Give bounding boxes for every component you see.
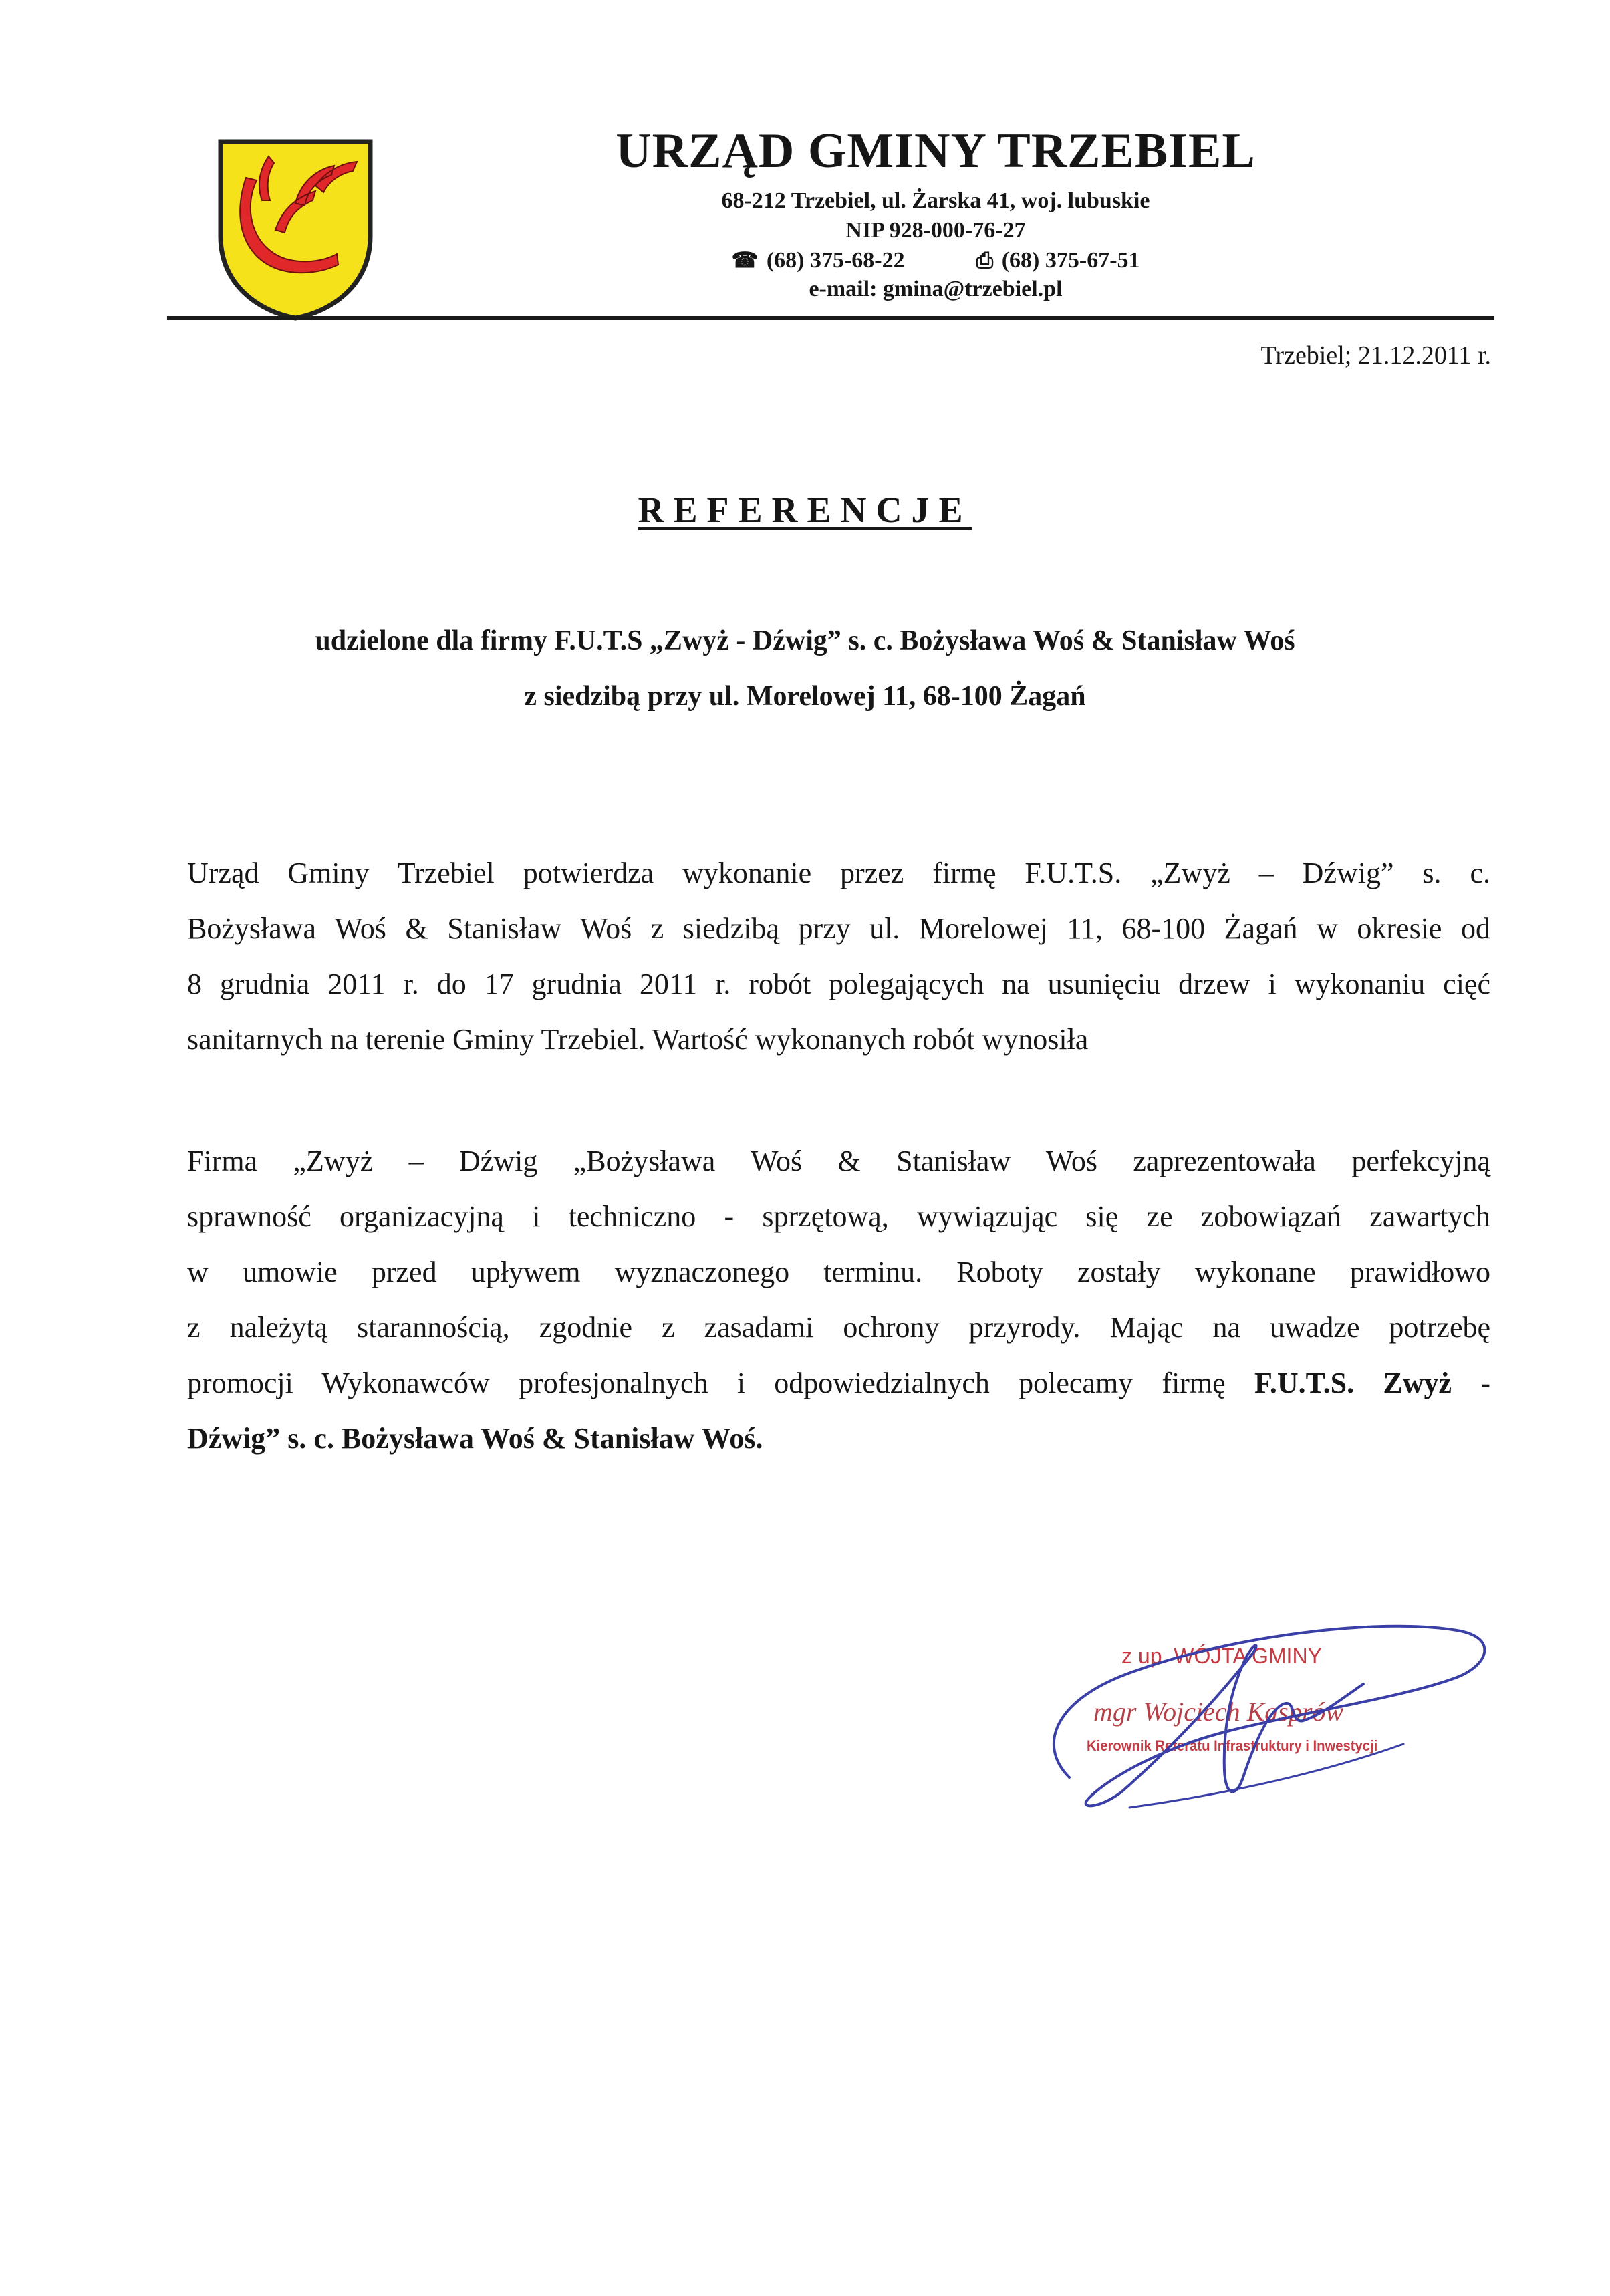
office-address: 68-212 Trzebiel, ul. Żarska 41, woj. lubuskie [721, 188, 1150, 213]
document-date: Trzebiel; 21.12.2011 r. [1260, 341, 1491, 370]
paragraph-1-line: 8 grudnia 2011 r. do 17 grudnia 2011 r. robót polegających na usunięciu drzew i wykonaniu cięć [187, 968, 1490, 1000]
letterhead-divider [167, 316, 1494, 320]
office-phones [468, 247, 1403, 273]
stamp-position: Kierownik Referatu Infrastruktury i Inwestycji [1087, 1737, 1378, 1754]
paragraph-1-line: sanitarnych na terenie Gminy Trzebiel. Wartość wykonanych robót wynosiła [187, 1023, 1089, 1056]
paragraph-2-line [187, 1355, 1490, 1411]
document-heading [0, 489, 1610, 531]
handwritten-signature-icon [1029, 1577, 1497, 1844]
paragraph-2-line: sprawność organizacyjną i techniczno - sprzętową, wywiązując się ze zobowiązań zawartych [187, 1200, 1490, 1233]
paragraph-2-line-5-text: promocji Wykonawców profesjonalnych i odpowiedzialnych polecamy firmę [187, 1367, 1226, 1399]
signature-stamp [1029, 1577, 1497, 1844]
office-phone-number: (68) 375-68-22 [766, 248, 905, 273]
phone-icon: ☎ [731, 248, 759, 272]
paragraph-2-line: w umowie przed upływem wyznaczonego terminu. Roboty zostały wykonane prawidłowo [187, 1256, 1490, 1288]
coat-of-arms-icon [215, 136, 376, 323]
paragraph-1-line: Bożysława Woś & Stanisław Woś z siedzibą przy ul. Morelowej 11, 68-100 Żagań w okresie od [187, 912, 1490, 945]
document-heading-text: REFERENCJE [638, 490, 972, 530]
stamp-authority: z up. WÓJTA GMINY [1121, 1644, 1322, 1668]
paragraph-1 [187, 845, 1490, 1067]
fax-icon: ⎙ [976, 248, 994, 272]
office-nip: NIP 928-000-76-27 [845, 218, 1026, 243]
paragraph-1-line: Urząd Gminy Trzebiel potwierdza wykonanie przez firmę F.U.T.S. „Zwyż – Dźwig” s. c. [187, 857, 1490, 889]
stamp-signatory: mgr Wojciech Kasprów [1093, 1697, 1344, 1727]
issued-to-line-2: z siedzibą przy ul. Morelowej 11, 68-100 Żagań [524, 681, 1086, 712]
issued-to-line-1: udzielone dla firmy F.U.T.S „Zwyż - Dźwig” s. c. Bożysława Woś & Stanisław Woś [315, 625, 1295, 656]
paragraph-2-line: Firma „Zwyż – Dźwig „Bożysława Woś & Stanisław Woś zaprezentowała perfekcyjną [187, 1145, 1490, 1177]
paragraph-2-line: z należytą starannością, zgodnie z zasadami ochrony przyrody. Mając na uwadze potrzebę [187, 1311, 1490, 1344]
office-name: URZĄD GMINY TRZEBIEL [616, 124, 1256, 178]
office-email: e-mail: gmina@trzebiel.pl [809, 277, 1063, 301]
paragraph-2-company-name: F.U.T.S. Zwyż - [1254, 1367, 1490, 1399]
office-fax-number: (68) 375-67-51 [1001, 248, 1140, 273]
paragraph-2-closing-line: Dźwig” s. c. Bożysława Woś & Stanisław Woś. [187, 1422, 763, 1455]
paragraph-2 [187, 1133, 1490, 1466]
